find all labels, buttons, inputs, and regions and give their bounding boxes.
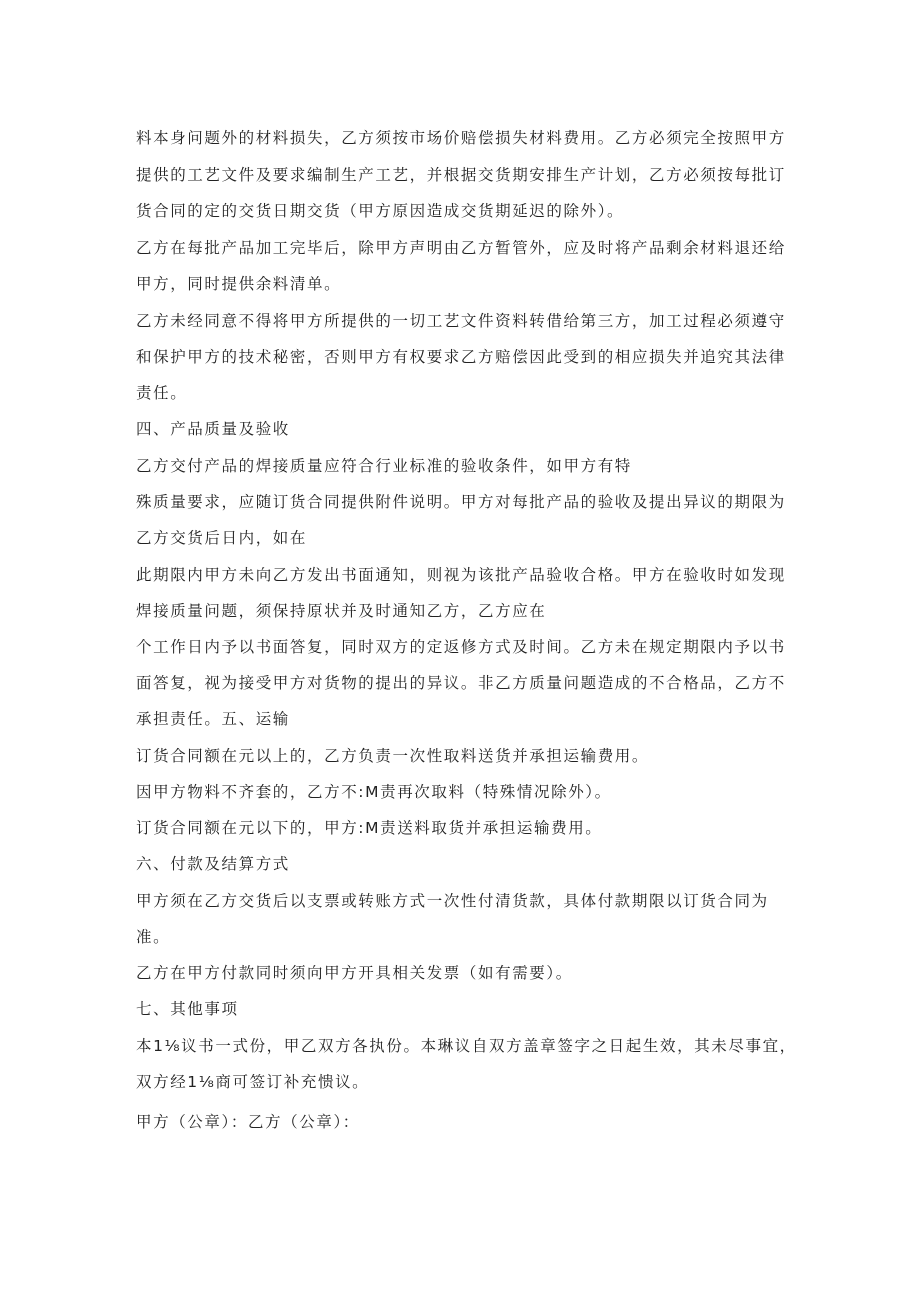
text-line: 订货合同额在元以下的，甲方:M责送料取货并承担运输费用。	[136, 819, 603, 837]
text-line: 此期限内甲方未向乙方发出书面通知，则视为该批产品验收合格。甲方在验收时如发现	[136, 566, 786, 584]
section-heading: 六、付款及结算方式	[136, 855, 290, 873]
text-line: 因甲方物料不齐套的，乙方不:M责再次取料（特殊情况除外）。	[136, 783, 612, 801]
text-line: 乙方在每批产品加工完毕后，除甲方声明由乙方暂管外，应及时将产品剩余材料退还给	[136, 239, 786, 257]
text-line: 甲方须在乙方交货后以支票或转账方式一次性付清货款，具体付款期限以订货合同为	[136, 892, 769, 910]
text-line: 准。	[136, 928, 171, 946]
text-line: 料本身问题外的材料损失，乙方须按市场价赔偿损失材料费用。乙方必须完全按照甲方	[136, 129, 786, 147]
signature-line: 甲方（公章）：乙方（公章）：	[136, 1113, 360, 1131]
section-heading: 四、产品质量及验收	[136, 420, 290, 438]
text-line: 订货合同额在元以上的，乙方负责一次性取料送货并承担运输费用。	[136, 747, 650, 765]
text-line: 提供的工艺文件及要求编制生产工艺，并根据交货期安排生产计划，乙方必须按每批订	[136, 166, 786, 184]
text-line: 乙方交货后日内，如在	[136, 529, 308, 547]
text-line: 乙方在甲方付款同时须向甲方开具相关发票（如有需要）。	[136, 964, 573, 982]
text-line: 承担责任。五、运输	[136, 710, 290, 728]
text-line: 个工作日内予以书面答复，同时双方的定返修方式及时间。乙方未在规定期限内予以书	[136, 638, 786, 656]
text-line: 乙方未经同意不得将甲方所提供的一切工艺文件资料转借给第三方，加工过程必须遵守	[136, 312, 786, 330]
text-line: 货合同的定的交货日期交货（甲方原因造成交货期延迟的除外）。	[136, 202, 625, 220]
text-line: 面答复，视为接受甲方对货物的提出的异议。非乙方质量问题造成的不合格品，乙方不	[136, 674, 786, 692]
text-line: 焊接质量问题，须保持原状并及时通知乙方，乙方应在	[136, 602, 547, 620]
text-line: 和保护甲方的技术秘密，否则甲方有权要求乙方赔偿因此受到的相应损失并追究其法律	[136, 348, 786, 366]
text-line: 责任。	[136, 384, 188, 402]
text-line: 本1⅛议书一式份，甲乙双方各执份。本琳议自双方盖章签字之日起生效，其未尽事宜，	[136, 1037, 797, 1055]
text-line: 殊质量要求，应随订货合同提供附件说明。甲方对每批产品的验收及提出异议的期限为	[136, 493, 786, 511]
text-line: 双方经1⅛商可签订补充愦议。	[136, 1073, 370, 1091]
text-line: 乙方交付产品的焊接质量应符合行业标准的验收条件，如甲方有特	[136, 457, 632, 475]
text-line: 甲方，同时提供余料清单。	[136, 275, 342, 293]
section-heading: 七、其他事项	[136, 1000, 239, 1018]
